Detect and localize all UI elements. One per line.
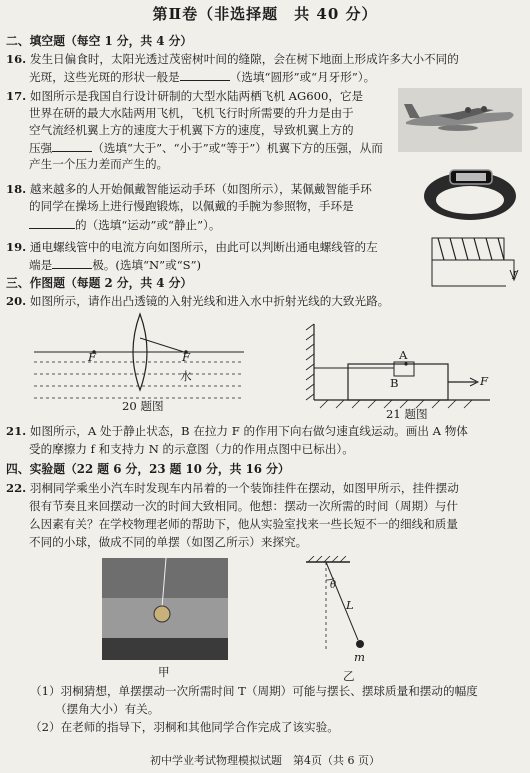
wristband-icon xyxy=(416,160,524,226)
q17-text-line1: 如图所示是我国自行设计研制的大型水陆两栖飞机 AG600，它是 xyxy=(29,89,364,103)
figure-21 xyxy=(300,320,510,421)
answer-blank[interactable] xyxy=(52,257,92,269)
focal-point-right: F xyxy=(182,350,191,364)
answer-blank[interactable] xyxy=(29,217,75,229)
figure-a-label: 甲 xyxy=(158,665,170,679)
q22-text-line2: 很有节奏且来回摆动一次的时间大致相同。他想：摆动一次所需的时间（周期）与什 xyxy=(29,499,458,513)
question-number: 18. xyxy=(6,182,27,196)
q16-text-a: 光斑，这些光斑的形状一般是 xyxy=(29,70,180,84)
q22-text-line3: 么因素有关？在学校物理老师的帮助下，他从实验室找来一些长短不一的细线和质量 xyxy=(29,517,458,531)
solenoid-diagram xyxy=(426,232,524,292)
q22-part1-line1: （1）羽桐猜想，单摆摆动一次所需时间 T（周期）可能与摆长、摆球质量和摆动的幅度 xyxy=(30,684,478,698)
q16-text-b: （选填“圆形”或“月牙形”）。 xyxy=(229,70,376,84)
solenoid-icon xyxy=(426,232,524,292)
section-experiment: 四、实验题（22 题 6 分，23 题 10 分，共 16 分） xyxy=(6,462,290,476)
q17-text-line2: 世界在研的最大水陆两用飞机，飞机飞行时所需要的升力是由于 xyxy=(29,106,354,120)
question-number: 16. xyxy=(6,52,27,66)
section-drawing: 三、作图题（每题 2 分，共 4 分） xyxy=(6,276,193,290)
q22-part1-line2: （摆角大小）有关。 xyxy=(55,702,160,716)
question-number: 21. xyxy=(6,424,27,438)
q19-line2 xyxy=(29,257,201,273)
question-19 xyxy=(6,240,378,255)
q22-part2: （2）在老师的指导下，羽桐和其他同学合作完成了该实验。 xyxy=(30,720,339,734)
q19-text-b: 极。(选填“N”或“S”) xyxy=(92,258,202,272)
question-16 xyxy=(6,52,459,67)
figure-20 xyxy=(30,312,250,412)
question-number: 22. xyxy=(6,481,27,495)
pendant-icon xyxy=(102,558,228,660)
answer-blank[interactable] xyxy=(52,140,92,152)
car-pendant-photo xyxy=(102,558,228,660)
q17-text-b: （选填“大于”、“小于”或“等于”）机翼下方的压强，从而 xyxy=(92,141,383,155)
q19-text-a: 端是 xyxy=(29,258,53,272)
length-label: L xyxy=(346,598,354,612)
focal-point-left: F xyxy=(88,350,97,364)
question-20 xyxy=(6,294,389,309)
question-22 xyxy=(6,481,459,496)
answer-blank[interactable] xyxy=(180,69,230,81)
question-18 xyxy=(6,182,372,197)
current-label: I xyxy=(512,268,517,282)
q16-line2 xyxy=(29,69,375,85)
q17-text-line3: 空气流经机翼上方的速度大于机翼下方的速度，导致机翼上方的 xyxy=(29,123,354,137)
q16-text-line1: 发生日偏食时，太阳光透过茂密树叶间的缝隙，会在树下地面上形成许多大小不同的 xyxy=(29,52,459,66)
mass-label: m xyxy=(354,650,365,664)
question-number: 20. xyxy=(6,294,27,308)
q20-text: 如图所示，请作出凸透镜的入射光线和进入水中折射光线的大致光路。 xyxy=(29,294,390,308)
water-label: 水 xyxy=(180,369,192,383)
block-a-label: A xyxy=(399,348,408,362)
angle-label: θ xyxy=(330,580,337,591)
q18-text-b: 的（选填“运动”或“静止”）。 xyxy=(75,218,221,232)
figure-b-label: 乙 xyxy=(343,669,355,683)
q17-line4 xyxy=(29,140,383,156)
smart-band-photo xyxy=(416,160,524,226)
pendulum-diagram xyxy=(296,556,386,666)
figure-20-caption: 20 题图 xyxy=(122,399,164,413)
question-17 xyxy=(6,89,363,104)
q17-text-line5: 产生一个压力差而产生的。 xyxy=(29,157,169,171)
question-number: 17. xyxy=(6,89,27,103)
seaplane-icon xyxy=(398,88,522,152)
figure-21-caption: 21 题图 xyxy=(386,407,428,421)
block-b-label: B xyxy=(390,376,399,390)
q21-text-line1: 如图所示，A 处于静止状态，B 在拉力 F 的作用下向右做匀速直线运动。画出 A 物体 xyxy=(29,424,468,438)
q18-line3 xyxy=(29,217,220,233)
q21-text-line2: 受的摩擦力 f 和支持力 N 的示意图（力的作用点图中已标出）。 xyxy=(29,442,354,456)
blocks-diagram xyxy=(300,320,510,416)
q18-text-line1: 越来越多的人开始佩戴智能运动手环（如图所示），某佩戴智能手环 xyxy=(29,182,372,196)
pendulum-icon xyxy=(296,556,386,666)
section-fill-blank: 二、填空题（每空 1 分，共 4 分） xyxy=(6,34,193,48)
page-footer: 初中学业考试物理模拟试题 第4页（共 6 页） xyxy=(150,754,380,767)
q22-text-line1: 羽桐同学乘坐小汽车时发现车内吊着的一个装饰挂件在摆动，如图甲所示，挂件摆动 xyxy=(29,481,459,495)
lens-diagram xyxy=(30,312,250,412)
question-21 xyxy=(6,424,468,439)
question-number: 19. xyxy=(6,240,27,254)
page-title: 第Ⅱ卷（非选择题 共 40 分） xyxy=(152,5,378,23)
q22-text-line4: 不同的小球，做成不同的单摆（如图乙所示）来探究。 xyxy=(29,535,308,549)
q19-text-line1: 通电螺线管中的电流方向如图所示，由此可以判断出通电螺线管的左 xyxy=(29,240,378,254)
pull-force-label: F xyxy=(480,374,489,388)
q17-text-a: 压强 xyxy=(29,141,53,155)
q18-text-line2: 的同学在操场上进行慢跑锻炼，以佩戴的手腕为参照物，手环是 xyxy=(29,199,354,213)
seaplane-photo xyxy=(398,88,522,152)
